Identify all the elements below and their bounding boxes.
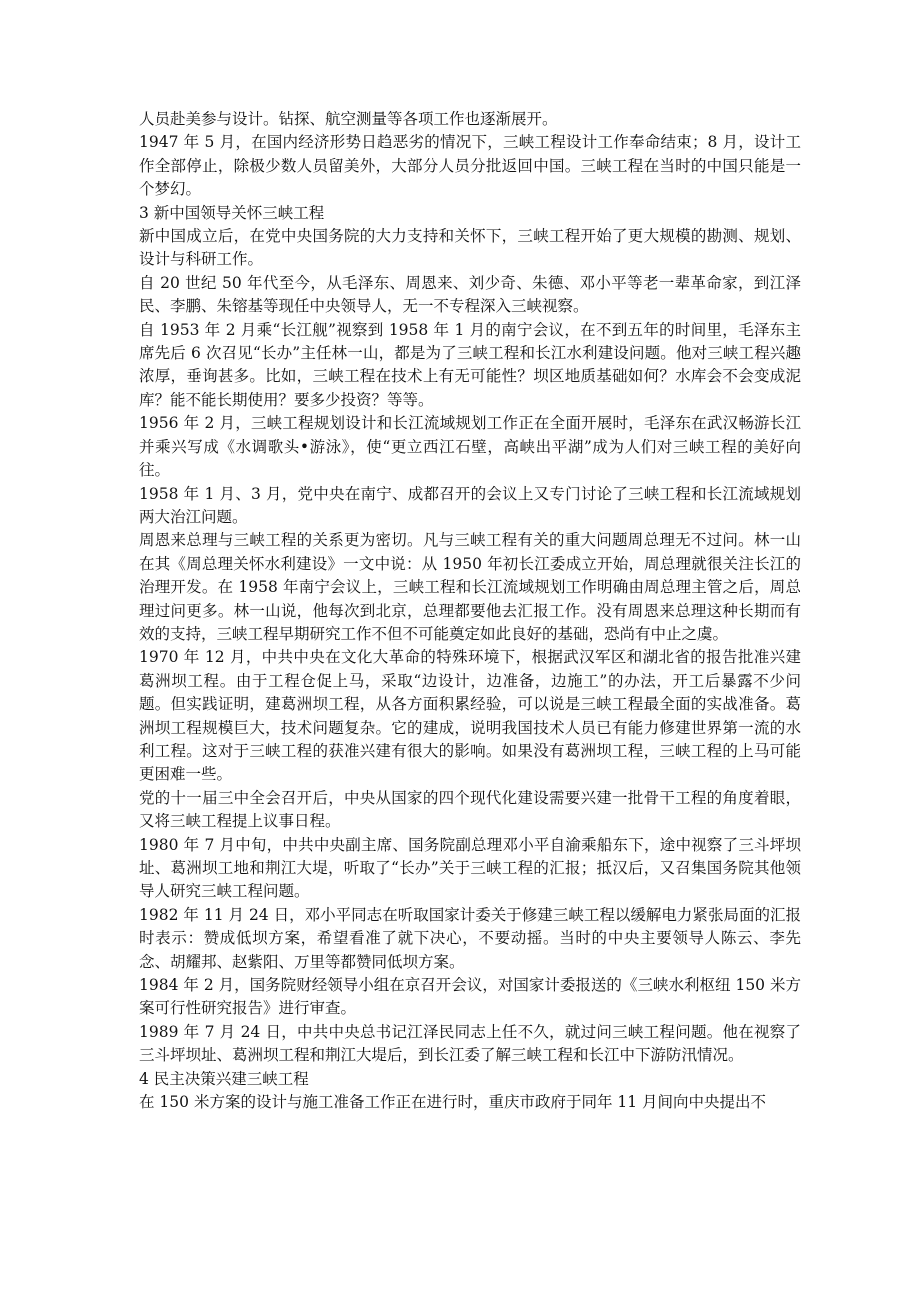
- paragraph: 自 20 世纪 50 年代至今，从毛泽东、周恩来、刘少奇、朱德、邓小平等老一辈革命家，到江泽民、李鹏、朱镕基等现任中央领导人，无一不专程深入三峡视察。: [139, 273, 801, 316]
- paragraph: 1958 年 1 月、3 月，党中央在南宁、成都召开的会议上又专门讨论了三峡工程和长江流域规划两大治江问题。: [139, 484, 801, 526]
- paragraph: 1970 年 12 月，中共中央在文化大革命的特殊环境下，根据武汉军区和湖北省的报告批准兴建葛洲坝工程。由于工程仓促上马，采取“边设计，边准备，边施工”的办法，开工后暴露不少问题。但实践证明，建葛洲坝工程，从各方面积累经验，可以说是三峡工程最全面的实战准备。葛洲坝工程规模巨大，技术问题复杂。它的建成，说明我国技术人员已有能力修建世界第一流的水利工程。这对于三峡工程的获准兴建有很大的影响。如果没有葛洲坝工程，三峡工程的上马可能更困难一些。: [139, 648, 801, 784]
- paragraph: 党的十一届三中全会召开后，中央从国家的四个现代化建设需要兴建一批骨干工程的角度着眼，又将三峡工程提上议事日程。: [139, 788, 801, 831]
- paragraph: 周恩来总理与三峡工程的关系更为密切。凡与三峡工程有关的重大问题周总理无不过问。林一山在其《周总理关怀水利建设》一文中说：从 1950 年初长江委成立开始，周总理就很关注长江的治理开发。在 1958 年南宁会议上，三峡工程和长江流域规划工作明确由周总理主管之后，周总理过问更多。林一山说，他每次到北京，总理都要他去汇报工作。没有周恩来总理这种长期而有效的支持，三峡工程早期研究工作不但不可能奠定如此良好的基础，恐尚有中止之虞。: [139, 531, 801, 643]
- section-heading: 3 新中国领导关怀三峡工程: [139, 203, 325, 222]
- paragraph: 自 1953 年 2 月乘“长江舰”视察到 1958 年 1 月的南宁会议，在不到五年的时间里，毛泽东主席先后 6 次召见“长办”主任林一山，都是为了三峡工程和长江水利建设问题。他对三峡工程兴趣浓厚，垂询甚多。比如，三峡工程在技术上有无可能性？坝区地质基础如何？水库会不会变成泥库？能不能长期使用？要多少投资？等等。: [139, 320, 801, 409]
- paragraph: 1982 年 11 月 24 日，邓小平同志在听取国家计委关于修建三峡工程以缓解电力紧张局面的汇报时表示：赞成低坝方案，希望看准了就下决心，不要动摇。当时的中央主要领导人陈云、李先念、胡耀邦、赵紫阳、万里等都赞同低坝方案。: [139, 905, 801, 971]
- paragraph: 1947 年 5 月，在国内经济形势日趋恶劣的情况下，三峡工程设计工作奉命结束；8 月，设计工作全部停止，除极少数人员留美外，大部分人员分批返回中国。三峡工程在当时的中国只能是一个梦幻。: [139, 133, 801, 199]
- section-heading: 4 民主决策兴建三峡工程: [139, 1069, 309, 1088]
- paragraph: 新中国成立后，在党中央国务院的大力支持和关怀下，三峡工程开始了更大规模的勘测、规划、设计与科研工作。: [139, 227, 801, 269]
- paragraph: 1984 年 2 月，国务院财经领导小组在京召开会议，对国家计委报送的《三峡水利枢纽 150 米方案可行性研究报告》进行审查。: [139, 976, 801, 1018]
- paragraph: 在 150 米方案的设计与施工准备工作正在进行时，重庆市政府于同年 11 月间向中央提出不: [139, 1093, 767, 1112]
- paragraph: 1956 年 2 月，三峡工程规划设计和长江流域规划工作正在全面开展时，毛泽东在武汉畅游长江并乘兴写成《水调歌头•游泳》，使“更立西江石壁，高峡出平湖”成为人们对三峡工程的美好向往。: [139, 414, 801, 480]
- paragraph: 人员赴美参与设计。钻探、航空测量等各项工作也逐渐展开。: [139, 110, 558, 128]
- paragraph: 1980 年 7 月中旬，中共中央副主席、国务院副总理邓小平自渝乘船东下，途中视察了三斗坪坝址、葛洲坝工地和荆江大堤，听取了“长办”关于三峡工程的汇报；抵汉后，又召集国务院其他领导人研究三峡工程问题。: [139, 835, 801, 901]
- paragraph: 1989 年 7 月 24 日，中共中央总书记江泽民同志上任不久，就过问三峡工程问题。他在视察了三斗坪坝址、葛洲坝工程和荆江大堤后，到长江委了解三峡工程和长江中下游防汛情况。: [139, 1022, 801, 1065]
- document-page: [139, 108, 801, 1114]
